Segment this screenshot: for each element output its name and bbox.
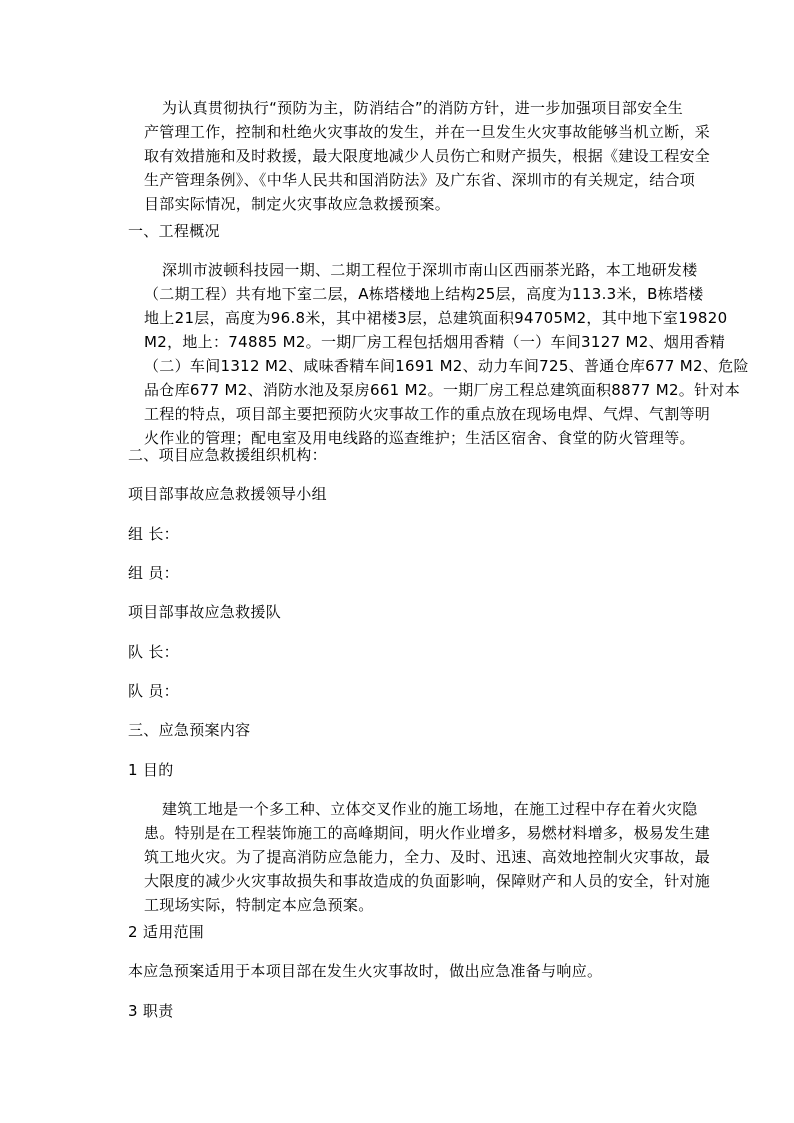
intro-line: 为认真贯彻执行“预防为主，防消结合”的消防方针，进一步加强项目部安全生	[162, 99, 684, 117]
team-leader-label: 队 长：	[128, 643, 179, 661]
sub1-line: 工现场实际，特制定本应急预案。	[144, 896, 374, 914]
section2-heading: 二、项目应急救援组织机构：	[128, 446, 327, 464]
section1-line: 火作业的管理；配电室及用电线路的巡查维护；生活区宿舍、食堂的防火管理等。	[144, 429, 695, 447]
intro-line: 取有效措施和及时救援，最大限度地减少人员伤亡和财产损失，根据《建设工程安全	[144, 147, 711, 165]
section1-line: 深圳市波顿科技园一期、二期工程位于深圳市南山区西丽茶光路，本工地研发楼	[162, 261, 698, 279]
sub1-line: 患。特别是在工程装饰施工的高峰期间，明火作业增多，易燃材料增多，极易发生建	[144, 824, 711, 842]
sub1-line: 建筑工地是一个多工种、立体交叉作业的施工场地，在施工过程中存在着火灾隐	[162, 800, 698, 818]
sub2-body: 本应急预案适用于本项目部在发生火灾事故时，做出应急准备与响应。	[128, 962, 603, 980]
intro-paragraph	[120, 96, 711, 216]
sub1-heading: 1 目的	[128, 761, 174, 779]
team-member-label: 队 员：	[128, 682, 179, 700]
intro-line: 产管理工作，控制和杜绝火灾事故的发生，并在一旦发生火灾事故能够当机立断，采	[144, 123, 711, 141]
leadership-group-title: 项目部事故应急救援领导小组	[128, 485, 327, 503]
section1-line: 地上21层，高度为96.8米，其中裙楼3层，总建筑面积94705M2，其中地下室19820	[144, 309, 728, 327]
section1-line: M2，地上：74885 M2。一期厂房工程包括烟用香精（一）车间3127 M2、烟用香精	[144, 333, 726, 351]
section1-paragraph	[120, 258, 749, 450]
section1-line: （二）车间1312 M2、咸味香精车间1691 M2、动力车间725、普通仓库677 M2、危险	[144, 357, 749, 375]
sub3-heading: 3 职责	[128, 1002, 174, 1020]
sub1-line: 筑工地火灾。为了提高消防应急能力，全力、及时、迅速、高效地控制火灾事故，最	[144, 848, 711, 866]
section1-line: 工程的特点，项目部主要把预防火灾事故工作的重点放在现场电焊、气焊、气割等明	[144, 405, 711, 423]
section1-line: （二期工程）共有地下室二层，A栋塔楼地上结构25层，高度为113.3米，B栋塔楼	[144, 285, 704, 303]
intro-line: 目部实际情况，制定火灾事故应急救援预案。	[144, 195, 451, 213]
rescue-team-title: 项目部事故应急救援队	[128, 603, 282, 621]
group-member-label: 组 员：	[128, 564, 179, 582]
intro-line: 生产管理条例》、《中华人民共和国消防法》及广东省、深圳市的有关规定，结合项	[144, 171, 696, 189]
sub1-paragraph	[120, 797, 711, 917]
section1-line: 品仓库677 M2、消防水池及泵房661 M2。一期厂房工程总建筑面积8877 M2。针对本	[144, 381, 740, 399]
group-leader-label: 组 长：	[128, 525, 179, 543]
section1-heading: 一、工程概况	[128, 222, 220, 240]
sub1-line: 大限度的减少火灾事故损失和事故造成的负面影响，保障财产和人员的安全，针对施	[144, 872, 711, 890]
sub2-heading: 2 适用范围	[128, 923, 205, 941]
section3-heading: 三、应急预案内容	[128, 721, 251, 739]
